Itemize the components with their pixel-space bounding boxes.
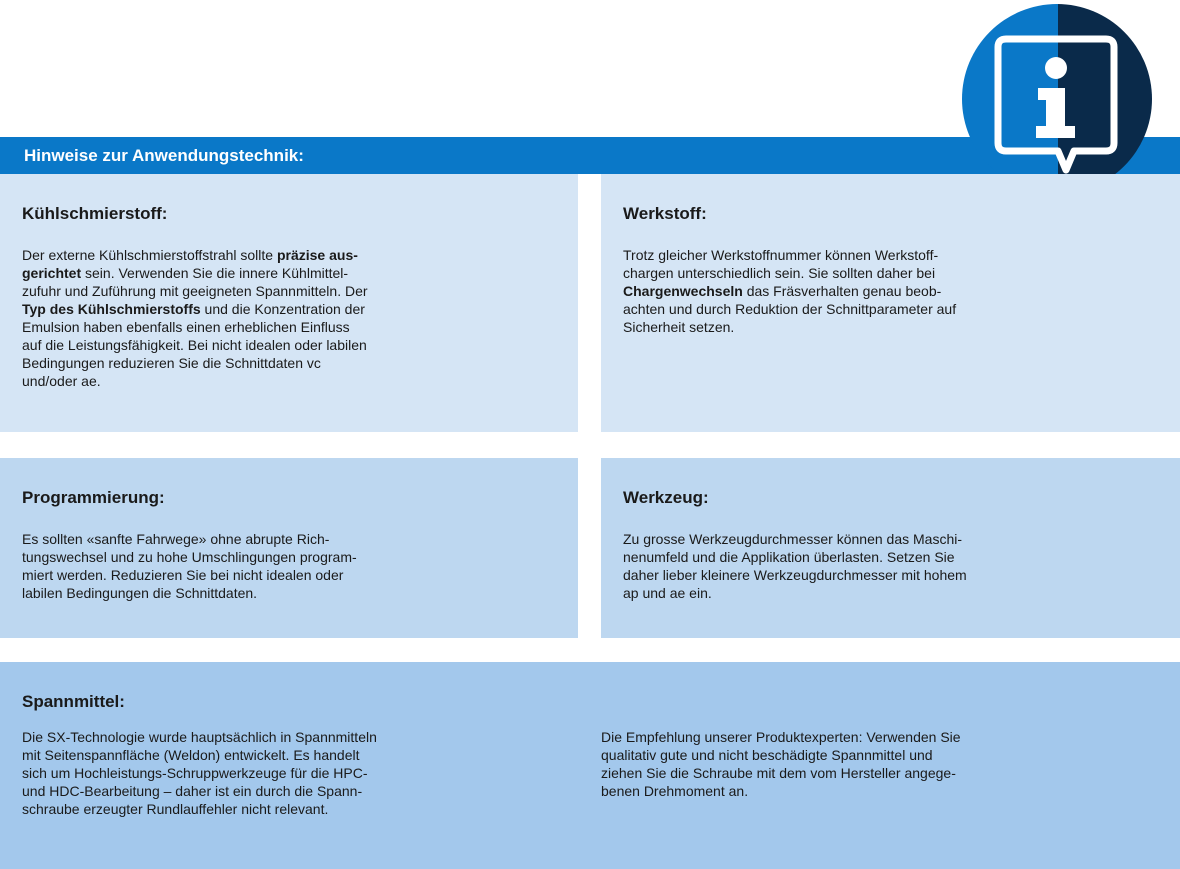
text-span: Der externe Kühlschmierstoffstrahl sollte [22,247,277,263]
section-text: Zu grosse Werkzeugdurchmesser können das Maschinenumfeld und die Applikation überlasten. Setzen Sie daher lieber kleinere Werkzeugdurchmesser mit hohem ap und ae ein. [623,531,967,601]
section-text: Die SX-Technologie wurde hauptsächlich in Spannmitteln mit Seitenspannfläche (Weldon) entwickelt. Es handelt sich um Hochleistungs-Schruppwerkzeuge für die HPC- und HDC-Bearbeitung – daher ist ein durch die Spannschraube erzeugter Rundlauffehler nicht relevant. [22,729,377,817]
section-spannmittel [0,662,1180,869]
column-left [22,728,387,818]
section-werkstoff [601,174,1180,432]
section-title: Werkzeug: [623,488,709,507]
emphasis: Chargenwechseln [623,283,743,299]
section-text: Es sollten «sanfte Fahrwege» ohne abrupte Richtungswechsel und zu hohe Umschlingungen programmiert werden. Reduzieren Sie bei nicht idealen oder labilen Bedingungen die Schnittdaten. [22,531,357,601]
text-span: das Fräsverhalten genau beobachten und durch Reduktion der Schnittparameter auf Sicherheit setzen. [623,283,957,335]
section-werkzeug [601,458,1180,638]
column-right [601,728,971,800]
section-programmierung [0,458,578,638]
info-speech-bubble-icon [960,2,1154,196]
emphasis: präzise ausgerichtet [22,247,358,281]
section-title: Programmierung: [22,488,165,507]
section-title: Kühlschmierstoff: [22,204,168,223]
text-span: und die Konzentration der Emulsion haben ebenfalls einen erheblichen Einfluss auf die Leistungsfähigkeit. Bei nicht idealen oder labilen Bedingungen reduzieren Sie die Schnittdaten vc und/oder ae. [22,301,367,389]
section-kuehlschmierstoff [0,174,578,432]
section-text [22,246,372,390]
page-title: Hinweise zur Anwendungstechnik: [24,146,304,165]
text-span: sein. Verwenden Sie die innere Kühlmittelzufuhr und Zuführung mit geeigneten Spannmitteln. Der [22,265,368,299]
section-text: Die Empfehlung unserer Produktexperten: Verwenden Sie qualitativ gute und nicht beschädigte Spannmittel und ziehen Sie die Schraube mit dem vom Hersteller angegebenen Drehmoment an. [601,729,961,799]
text-span: Trotz gleicher Werkstoffnummer können Werkstoffchargen unterschiedlich sein. Sie sollten daher bei [623,247,939,281]
section-title: Spannmittel: [22,692,125,711]
section-text [623,246,973,336]
section-title: Werkstoff: [623,204,707,223]
emphasis: Typ des Kühlschmierstoffs [22,301,201,317]
